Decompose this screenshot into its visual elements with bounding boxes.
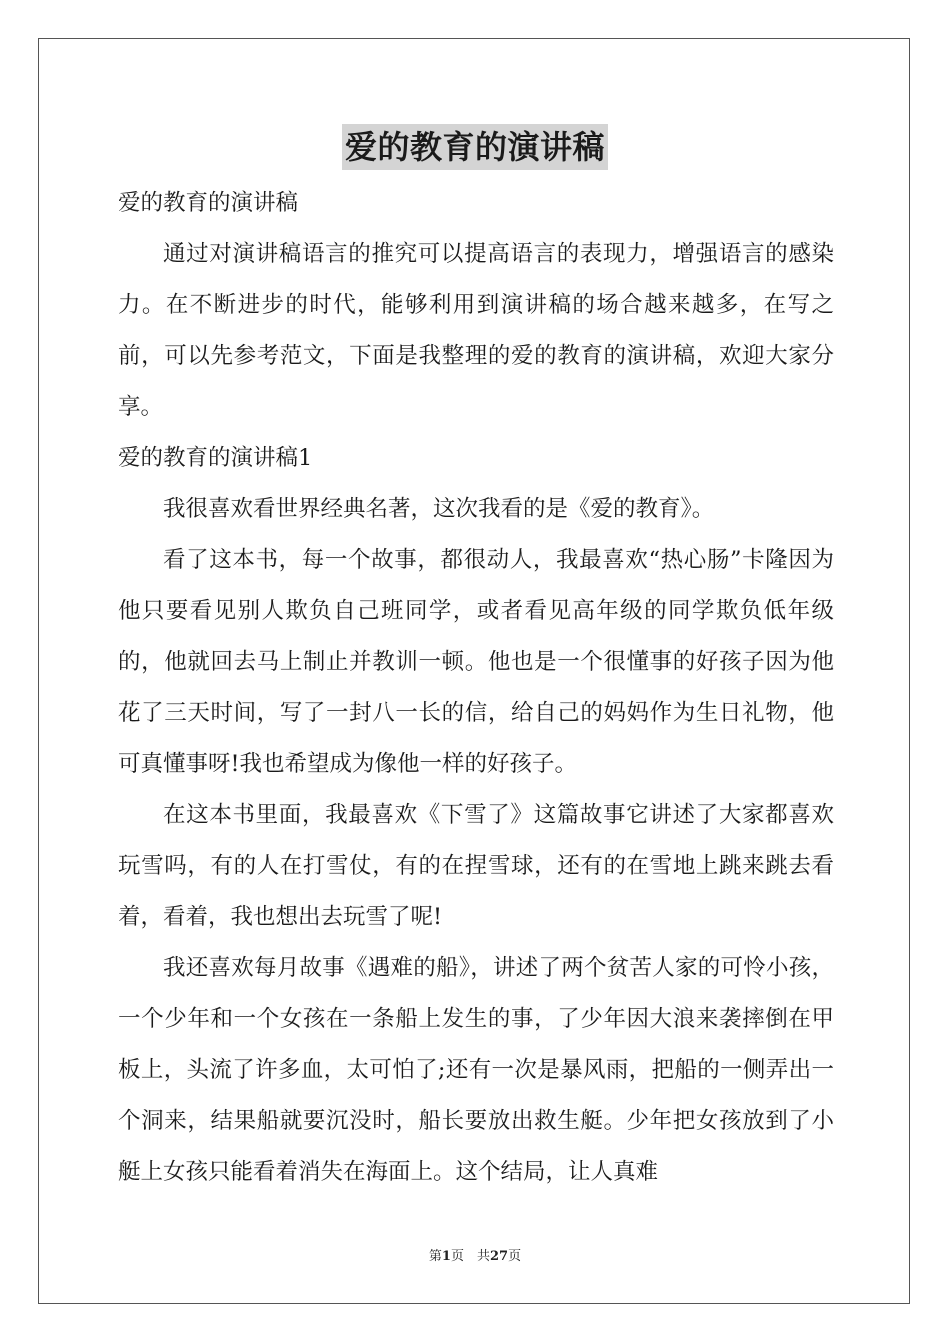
paragraph: 我还喜欢每月故事《遇难的船》，讲述了两个贫苦人家的可怜小孩，一个少年和一个女孩在一条船上发生的事，了少年因大浪来袭摔倒在甲板上，头流了许多血，太可怕了;还有一次是暴风雨，把船的一侧弄出一个洞来，结果船就要沉没时，船长要放出救生艇。少年把女孩放到了小艇上女孩只能看着消失在海面上。这个结局，让人真难 [118,955,834,1185]
title-container [0,124,950,170]
footer-page-suffix: 页 [508,1249,522,1264]
document-title: 爱的教育的演讲稿 [342,124,608,170]
footer-page-mid: 页 共 [450,1249,490,1264]
paragraph: 我很喜欢看世界经典名著，这次我看的是《爱的教育》。 [163,496,715,522]
paragraph: 在这本书里面，我最喜欢《下雪了》这篇故事它讲述了大家都喜欢玩雪吗，有的人在打雪仗，有的在捏雪球，还有的在雪地上跳来跳去看着，看着，我也想出去玩雪了呢! [118,802,834,930]
page-footer [0,1248,950,1266]
paragraph: 爱的教育的演讲稿1 [118,445,313,471]
paragraph: 通过对演讲稿语言的推究可以提高语言的表现力，增强语言的感染力。在不断进步的时代，能够利用到演讲稿的场合越来越多，在写之前，可以先参考范文，下面是我整理的爱的教育的演讲稿，欢迎大家分享。 [118,241,834,420]
footer-page-current: 1 [441,1249,451,1264]
document-body [118,178,834,1198]
footer-page-prefix: 第 [428,1249,442,1264]
footer-page-total: 27 [489,1249,509,1264]
paragraph: 看了这本书，每一个故事，都很动人，我最喜欢“热心肠”卡隆因为他只要看见别人欺负自己班同学，或者看见高年级的同学欺负低年级的，他就回去马上制止并教训一顿。他也是一个很懂事的好孩子因为他花了三天时间，写了一封八一长的信，给自己的妈妈作为生日礼物，他可真懂事呀!我也希望成为像他一样的好孩子。 [118,547,834,777]
paragraph: 爱的教育的演讲稿 [118,190,299,216]
